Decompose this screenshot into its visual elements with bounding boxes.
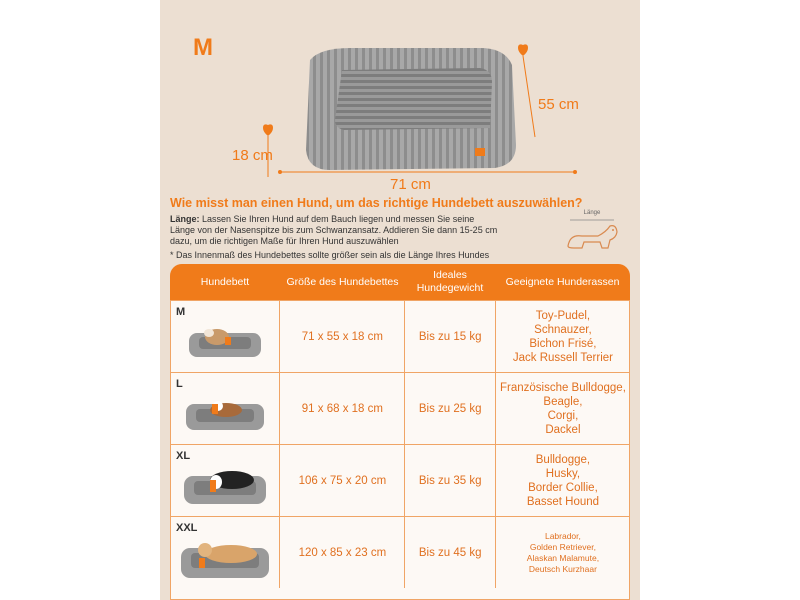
breed-item: Deutsch Kurzhaar xyxy=(528,563,597,574)
measure-description xyxy=(170,214,500,247)
row-size-label: L xyxy=(176,378,183,390)
breed-item: Jack Russell Terrier xyxy=(512,351,613,364)
breed-item: Beagle, xyxy=(543,395,583,408)
header-bed-size: Größe des Hundebettes xyxy=(286,275,399,288)
row-weight: Bis zu 35 kg xyxy=(404,445,494,516)
breed-item: Bulldogge, xyxy=(535,453,591,466)
table-row xyxy=(170,444,630,516)
breed-item: Dackel xyxy=(545,423,581,436)
row-bed-cell xyxy=(170,373,279,444)
measure-note: * Das Innenmaß des Hundebettes sollte größer sein als die Länge Ihres Hundes xyxy=(170,250,490,260)
table-row xyxy=(170,372,630,444)
breed-item: Toy-Pudel, xyxy=(535,309,591,322)
row-size-label: XXL xyxy=(176,522,198,534)
dog-icon xyxy=(562,216,622,256)
row-size-label: M xyxy=(176,306,186,318)
measure-text: Lassen Sie Ihren Hund auf dem Bauch liegen und messen Sie seine Länge von der Nasenspitze bis zum Schwanzansatz. Addieren Sie dann 15-25 cm dazu, um die richtigen Maße für Ihren Hund auszuwählen xyxy=(170,214,498,246)
depth-dimension: 55 cm xyxy=(538,96,579,113)
row-weight: Bis zu 45 kg xyxy=(404,517,494,588)
table-header xyxy=(170,264,630,300)
row-dims: 106 x 75 x 20 cm xyxy=(279,445,404,516)
breed-item: Labrador, xyxy=(544,530,581,541)
breed-item: Border Collie, xyxy=(528,481,598,494)
row-size-label: XL xyxy=(176,450,191,462)
row-weight: Bis zu 25 kg xyxy=(404,373,494,444)
size-table xyxy=(170,264,630,600)
measure-heading: Wie misst man einen Hund, um das richtige Hundebett auszuwählen? xyxy=(170,196,583,210)
bed-with-dog-image xyxy=(182,394,268,434)
table-row xyxy=(170,516,630,588)
dog-length-sketch xyxy=(562,210,622,261)
header-bed: Hundebett xyxy=(200,275,250,288)
measure-label: Länge: xyxy=(170,214,200,224)
breed-item: Französische Bulldogge, xyxy=(499,381,626,394)
row-dims: 71 x 55 x 18 cm xyxy=(279,301,404,372)
depth-arrow-icon xyxy=(515,42,539,142)
bed-with-dog-image xyxy=(180,464,270,508)
row-breeds xyxy=(495,445,630,516)
breed-item: Bichon Frisé, xyxy=(529,337,597,350)
sketch-label: Länge xyxy=(583,210,601,216)
row-breeds xyxy=(495,517,630,588)
row-dims: 120 x 85 x 23 cm xyxy=(279,517,404,588)
hero-size-label: M xyxy=(193,34,213,61)
bed-with-dog-image xyxy=(185,323,265,361)
table-row xyxy=(170,300,630,372)
breed-item: Alaskan Malamute, xyxy=(526,552,600,563)
header-weight: Ideales Hundegewicht xyxy=(416,269,484,294)
breed-item: Golden Retriever, xyxy=(529,541,596,552)
row-bed-cell xyxy=(170,301,279,372)
bed-with-dog-image xyxy=(177,534,273,582)
height-dimension: 18 cm xyxy=(232,147,273,164)
breed-item: Husky, xyxy=(545,467,581,480)
breed-item: Schnauzer, xyxy=(534,323,592,336)
header-breeds: Geeignete Hunderassen xyxy=(505,275,620,288)
row-breeds xyxy=(495,301,630,372)
dog-bed-image xyxy=(280,40,520,180)
row-breeds xyxy=(495,373,630,444)
width-dimension: 71 cm xyxy=(390,176,431,193)
breed-item: Basset Hound xyxy=(526,495,600,508)
product-panel xyxy=(160,0,640,600)
row-weight: Bis zu 15 kg xyxy=(404,301,494,372)
row-dims: 91 x 68 x 18 cm xyxy=(279,373,404,444)
row-bed-cell xyxy=(170,517,279,588)
breed-item: Corgi, xyxy=(547,409,579,422)
row-bed-cell xyxy=(170,445,279,516)
